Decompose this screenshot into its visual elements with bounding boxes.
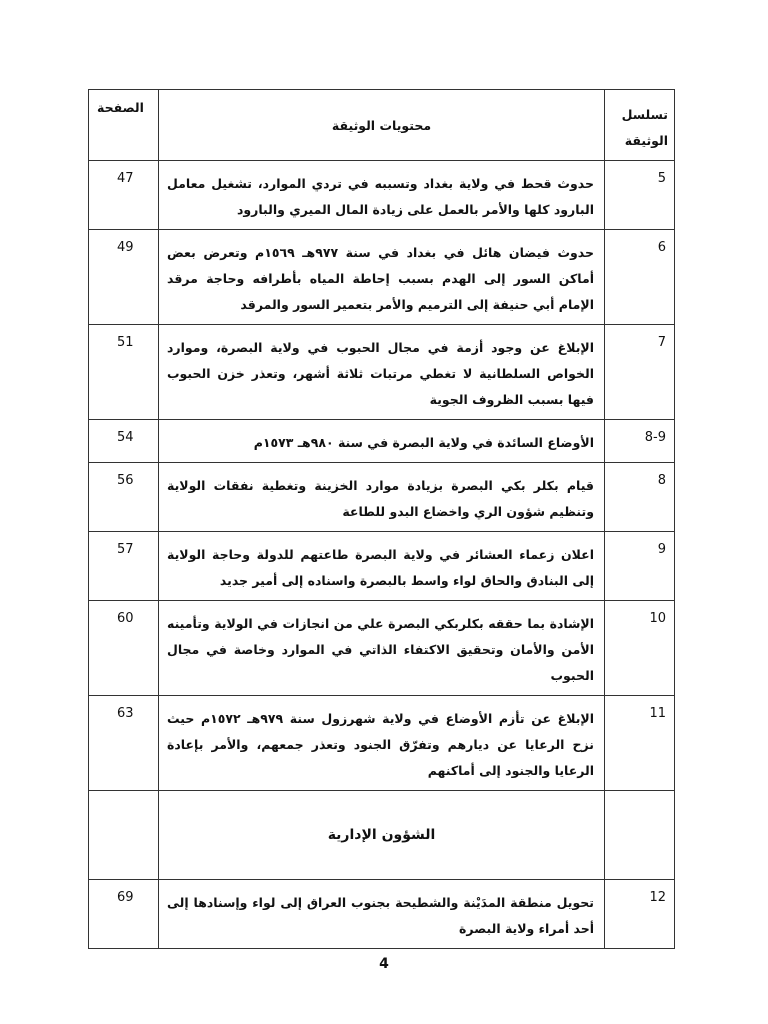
row-content: حدوث فيضان هائل في بغداد في سنة ٩٧٧هـ ١٥٦٩م وتعرض بعض أماكن السور إلى الهدم بسبب إحاطة المياه بأطرافه وحاجة مرقد الإمام أبي حنيفة إلى الترميم والأمر بتعمير السور والمرقد <box>159 230 605 325</box>
row-content: الأوضاع السائدة في ولاية البصرة في سنة ٩٨٠هـ ١٥٧٣م <box>159 420 605 463</box>
table-row <box>89 230 675 325</box>
table-row <box>89 601 675 696</box>
header-sequence-line2: الوثيقة <box>624 133 668 148</box>
row-page: 57 <box>89 532 159 601</box>
header-sequence-line1: تسلسل <box>621 107 668 122</box>
section-row <box>89 791 675 880</box>
row-seq: 8-9 <box>605 420 675 463</box>
table-row <box>89 696 675 791</box>
row-seq: 11 <box>605 696 675 791</box>
row-page: 49 <box>89 230 159 325</box>
row-content: قيام بكلر بكي البصرة بزيادة موارد الخزينة وتغطية نفقات الولاية وتنظيم شؤون الري واخضاع البدو للطاعة <box>159 463 605 532</box>
row-page: 47 <box>89 161 159 230</box>
table-row <box>89 463 675 532</box>
row-seq: 12 <box>605 880 675 949</box>
section-seq-empty <box>605 791 675 880</box>
page-number: 4 <box>379 956 389 972</box>
header-page: الصفحة <box>89 90 159 161</box>
row-seq: 8 <box>605 463 675 532</box>
section-title: الشؤون الإدارية <box>159 791 605 880</box>
table-row <box>89 325 675 420</box>
table-row <box>89 161 675 230</box>
header-contents: محتويات الوثيقة <box>159 90 605 161</box>
row-page: 56 <box>89 463 159 532</box>
row-content: اعلان زعماء العشائر في ولاية البصرة طاعتهم للدولة وحاجة الولاية إلى البنادق والحاق لواء واسط بالبصرة واسناده إلى أمير جديد <box>159 532 605 601</box>
row-content: الإبلاغ عن وجود أزمة في مجال الحبوب في ولاية البصرة، وموارد الخواص السلطانية لا تغطي مرتبات ثلاثة أشهر، وتعذر خزن الحبوب فيها بسبب الظروف الجوية <box>159 325 605 420</box>
table-row <box>89 880 675 949</box>
row-seq: 7 <box>605 325 675 420</box>
row-page: 69 <box>89 880 159 949</box>
row-content: الإشادة بما حققه بكلربكي البصرة علي من انجازات في الولاية وتأمينه الأمن والأمان وتحقيق الاكتفاء الذاتي في الموارد وخاصة في مجال الحبوب <box>159 601 605 696</box>
table-row <box>89 532 675 601</box>
row-content: تحويل منطقة المدَيْنة والشطيحة بجنوب العراق إلى لواء وإسنادها إلى أحد أمراء ولاية البصرة <box>159 880 605 949</box>
row-seq: 6 <box>605 230 675 325</box>
row-seq: 9 <box>605 532 675 601</box>
row-page: 51 <box>89 325 159 420</box>
section-page-empty <box>89 791 159 880</box>
row-content: الإبلاغ عن تأزم الأوضاع في ولاية شهرزول سنة ٩٧٩هـ ١٥٧٢م حيث نزح الرعايا عن ديارهم وتفرّق الجنود وتعذر جمعهم، والأمر بإعادة الرعايا والجنود إلى أماكنهم <box>159 696 605 791</box>
row-page: 63 <box>89 696 159 791</box>
table-row <box>89 420 675 463</box>
row-page: 60 <box>89 601 159 696</box>
row-content: حدوث قحط في ولاية بغداد وتسببه في تردي الموارد، تشغيل معامل البارود كلها والأمر بالعمل على زيادة المال الميري والبارود <box>159 161 605 230</box>
row-seq: 10 <box>605 601 675 696</box>
table-header-row <box>89 90 675 161</box>
row-seq: 5 <box>605 161 675 230</box>
row-page: 54 <box>89 420 159 463</box>
documents-index-table <box>88 89 675 949</box>
header-sequence <box>605 90 675 161</box>
